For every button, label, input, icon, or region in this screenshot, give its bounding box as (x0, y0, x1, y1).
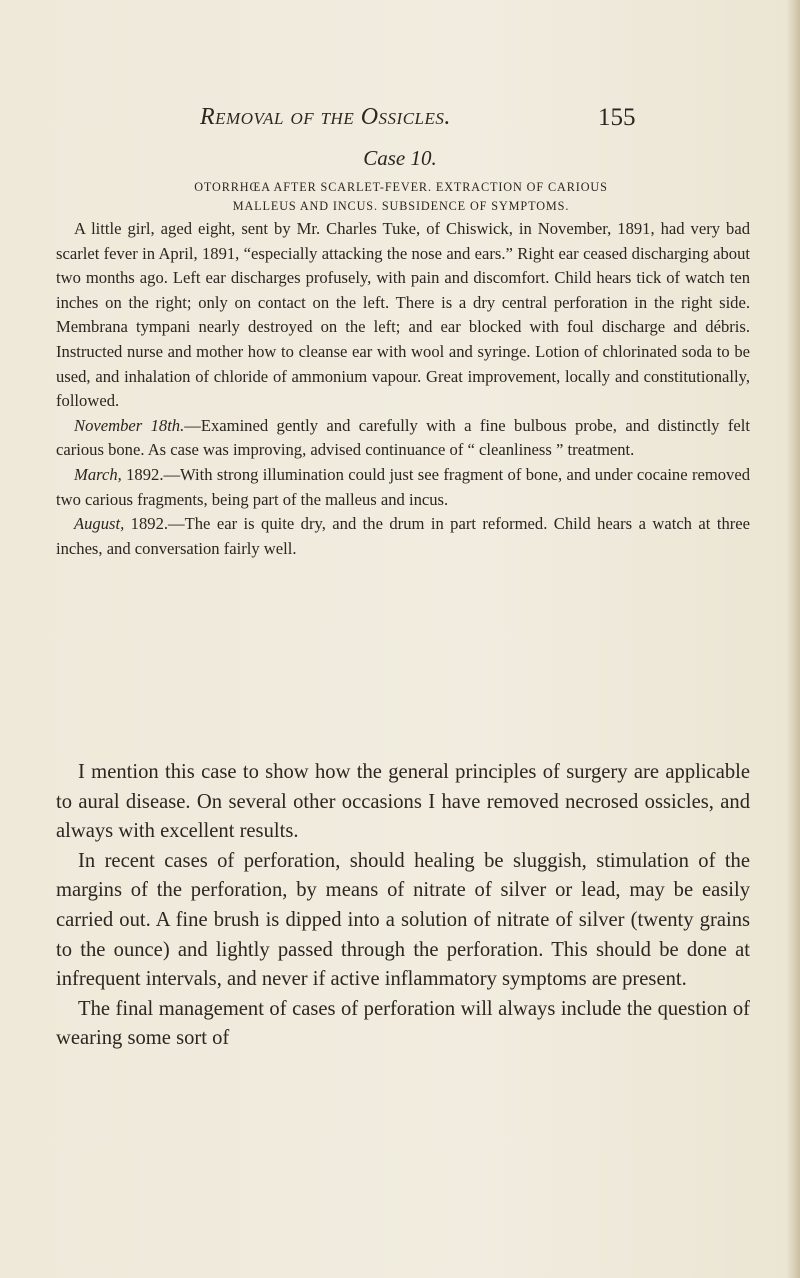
note-date: November 18th. (74, 415, 185, 435)
case-note (56, 463, 750, 512)
case-title: Case 10. (363, 146, 437, 170)
paragraph: I mention this case to show how the general principles of surgery are applicable to aural disease. On several other occasions I have removed necrosed ossicles, and always with excellent results. (56, 761, 750, 843)
note-text: A little girl, aged eight, sent by Mr. Charles Tuke, of Chiswick, in November, 1891, had very bad scarlet fever in April, 1891, “especially attacking the nose and ears.” Right ear ceased discharging about two months ago. Left ear discharges profusely, with pain and discomfort. Child hears tick of watch ten inches on the right; only on contact on the left. There is a dry central perforation in the right side. Membrana tympani nearly destroyed on the left; and ear blocked with foul discharge and débris. Instructed nurse and mother how to cleanse ear with wool and syringe. Lotion of chlorinated soda to be used, and inhalation of chloride of ammonium vapour. Great improvement, locally and constitutionally, followed. (56, 219, 750, 411)
paragraph: The final management of cases of perforation will always include the question of wearing some sort of (56, 997, 750, 1050)
page-edge (786, 0, 800, 1278)
page-number: 155 (598, 104, 636, 131)
case-note (56, 512, 750, 561)
case-note (56, 414, 750, 463)
note-text: 1892.—With strong illumination could just see fragment of bone, and under cocaine removed two carious fragments, being part of the malleus and incus. (56, 464, 750, 509)
subheading-line: MALLEUS AND INCUS. SUBSIDENCE OF SYMPTOMS. (232, 199, 570, 213)
note-date: March, (74, 464, 122, 484)
subheading-line: OTORRHŒA AFTER SCARLET-FEVER. EXTRACTION OF CARIOUS (194, 180, 608, 194)
main-text (56, 758, 750, 1054)
running-title: Removal of the Ossicles. (200, 104, 451, 130)
case-notes (56, 217, 750, 561)
case-note (56, 217, 750, 414)
note-date: August, (74, 514, 125, 534)
case-subheading (50, 178, 752, 216)
note-text: 1892.—The ear is quite dry, and the drum in part reformed. Child hears a watch at three inches, and conversation fairly well. (56, 514, 750, 558)
paragraph: In recent cases of perforation, should healing be sluggish, stimulation of the margins of the perforation, by means of nitrate of silver or lead, may be easily carried out. A fine brush is dipped into a solution of nitrate of silver (twenty grains to the ounce) and lightly passed through the perforation. This should be done at infrequent intervals, and never if active inflammatory symptoms are present. (56, 849, 750, 991)
note-text: —Examined gently and carefully with a fine bulbous probe, and distinctly felt carious bone. As case was improving, advised continuance of “ cleanliness ” treatment. (56, 415, 750, 460)
